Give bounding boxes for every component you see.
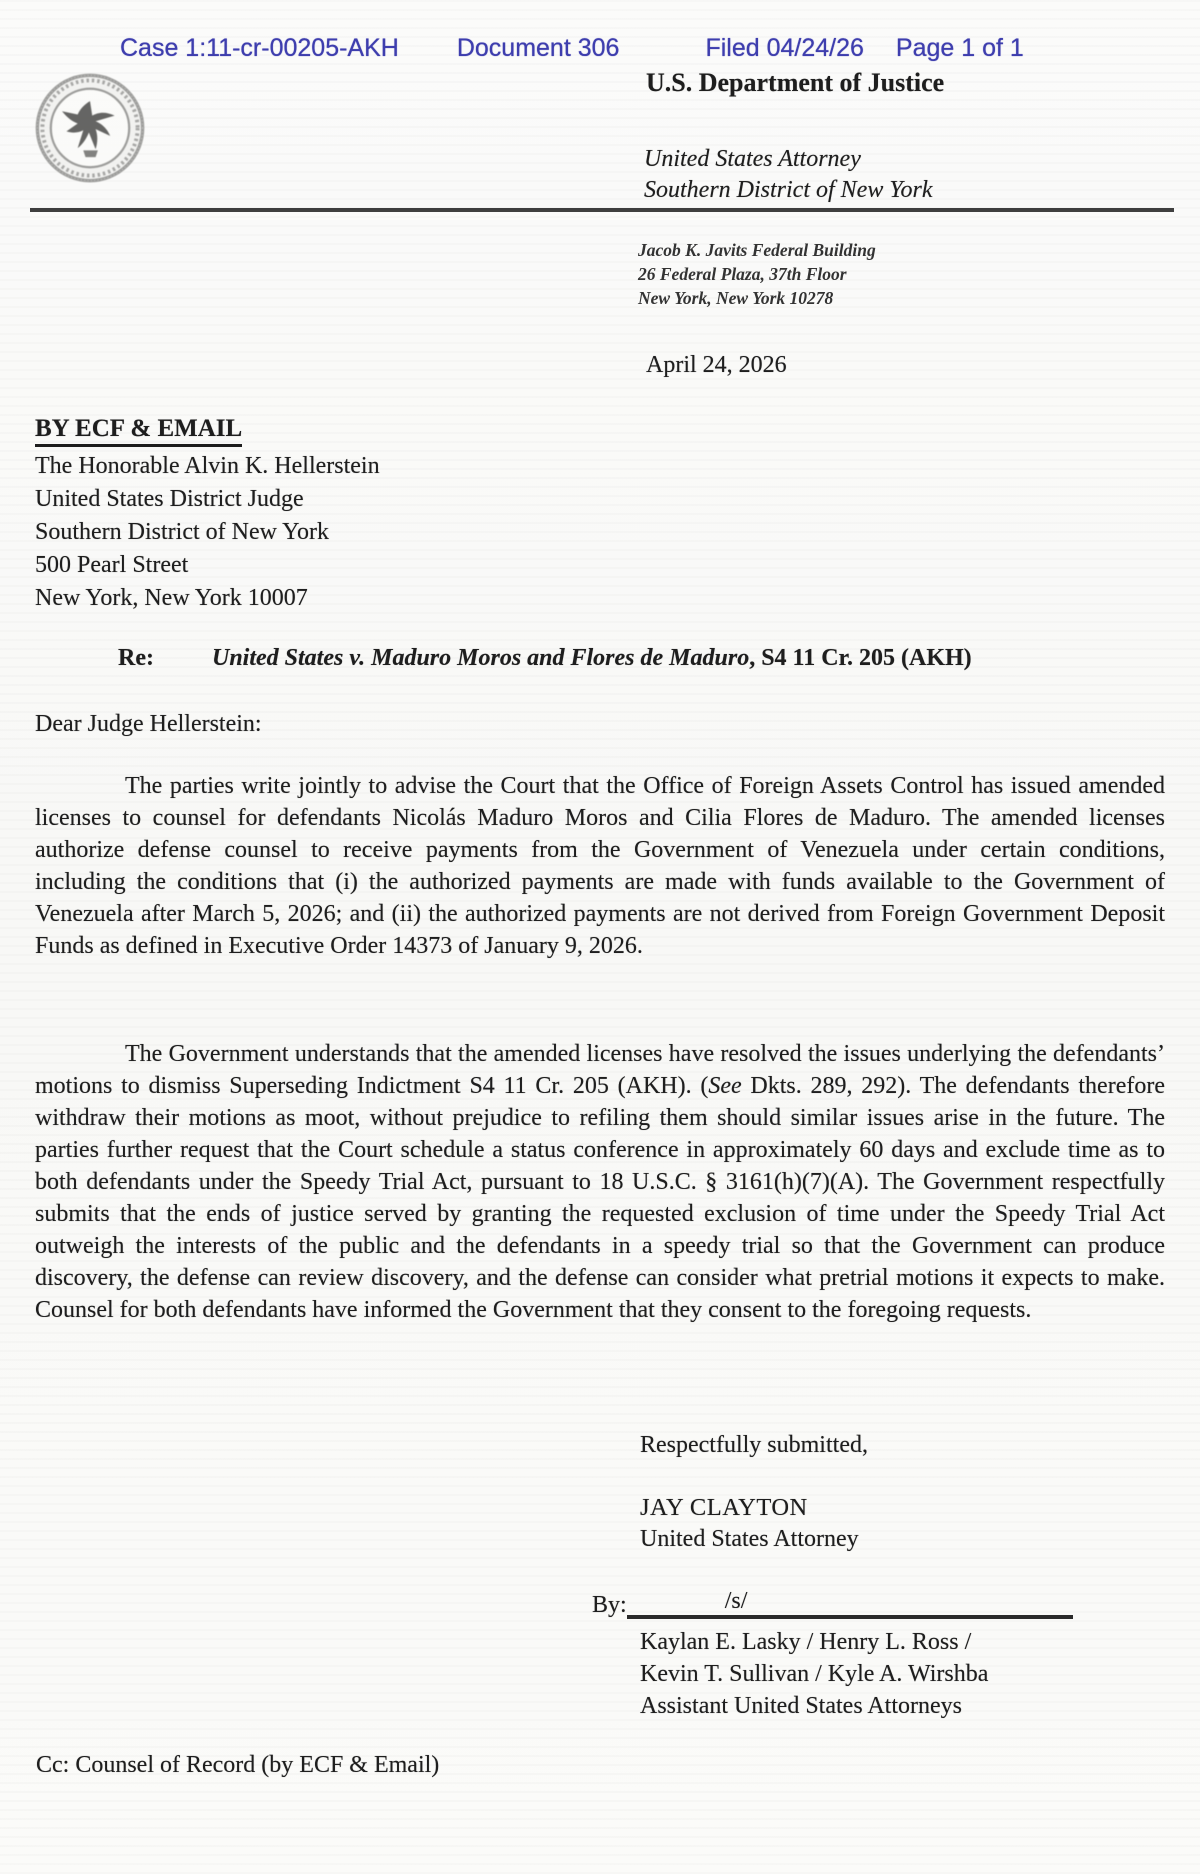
by-label: By: — [592, 1592, 627, 1618]
signature-line — [627, 1588, 1073, 1619]
body-paragraph-2: The Government understands that the amended licenses have resolved the issues underlying the defendants’ motions to dismiss Superseding Indictment S4 11 Cr. 205 (AKH). (See Dkts. 289, 292). The defendants therefore withdraw their motions as moot, without prejudice to refiling them should similar issues arise in the future. The parties further request that the Court schedule a status conference in approximately 60 days and exclude time as to both defendants under the Speedy Trial Act, pursuant to 18 U.S.C. § 3161(h)(7)(A). The Government respectfully submits that the ends of justice served by granting the requested exclusion of time under the Speedy Trial Act outweigh the interests of the public and the defendants in a speedy trial so that the Government can produce discovery, the defense can review discovery, and the defense can consider what pretrial motions it expects to make. Counsel for both defendants have informed the Government that they consent to the foregoing requests. — [35, 1041, 1165, 1323]
recipient-line: New York, New York 10007 — [35, 585, 308, 611]
recipient-line: United States District Judge — [35, 486, 304, 512]
letterhead-office-line1: United States Attorney — [644, 146, 861, 172]
letterhead-agency-title: U.S. Department of Justice — [646, 68, 945, 97]
address-line: New York, New York 10278 — [638, 288, 834, 308]
address-line: Jacob K. Javits Federal Building — [638, 240, 876, 260]
letter-date: April 24, 2026 — [646, 352, 787, 378]
ecf-filing-stamp — [120, 34, 1024, 62]
signature-by-line — [592, 1588, 1073, 1619]
recipient-line: Southern District of New York — [35, 519, 329, 545]
salutation: Dear Judge Hellerstein: — [35, 711, 262, 737]
ecf-filed-date: Filed 04/24/26 — [705, 34, 864, 62]
electronic-signature: /s/ — [724, 1588, 748, 1614]
closing-respectfully: Respectfully submitted, — [640, 1432, 868, 1458]
signer-line: Kevin T. Sullivan / Kyle A. Wirshba — [640, 1661, 989, 1687]
ecf-page-count: Page 1 of 1 — [895, 34, 1024, 62]
us-attorney-name: JAY CLAYTON — [640, 1494, 808, 1521]
recipient-line: 500 Pearl Street — [35, 552, 189, 578]
re-label: Re: — [118, 645, 154, 671]
doj-eagle-seal-icon — [32, 72, 148, 184]
body-paragraph-1: The parties write jointly to advise the Court that the Office of Foreign Assets Control has issued amended licenses to counsel for defendants Nicolás Maduro Moros and Cilia Flores de Maduro. The amended licenses authorize defense counsel to receive payments from the Government of Venezuela under certain conditions, including the conditions that (i) the authorized payments are made with funds available to the Government of Venezuela after March 5, 2026; and (ii) the authorized payments are not derived from Foreign Government Deposit Funds as defined in Executive Order 14373 of January 9, 2026. — [35, 773, 1165, 959]
ecf-case-number: Case 1:11-cr-00205-AKH — [120, 34, 399, 62]
ecf-document-number: Document 306 — [456, 34, 620, 62]
delivery-method: BY ECF & EMAIL — [35, 415, 242, 447]
address-line: 26 Federal Plaza, 37th Floor — [638, 264, 847, 284]
signer-line: Kaylan E. Lasky / Henry L. Ross / — [640, 1629, 972, 1655]
letterhead-divider-rule — [30, 208, 1174, 212]
cc-line: Cc: Counsel of Record (by ECF & Email) — [36, 1752, 440, 1778]
letterhead-office-line2: Southern District of New York — [644, 177, 933, 203]
us-attorney-title: United States Attorney — [640, 1526, 859, 1552]
signer-line: Assistant United States Attorneys — [640, 1693, 962, 1719]
assistant-attorneys-block — [640, 1626, 988, 1722]
recipient-address-block — [35, 450, 380, 615]
re-case-caption: United States v. Maduro Moros and Flores de Maduro, S4 11 Cr. 205 (AKH) — [212, 645, 972, 671]
letterhead-address-block — [638, 238, 876, 310]
recipient-line: The Honorable Alvin K. Hellerstein — [35, 453, 380, 479]
